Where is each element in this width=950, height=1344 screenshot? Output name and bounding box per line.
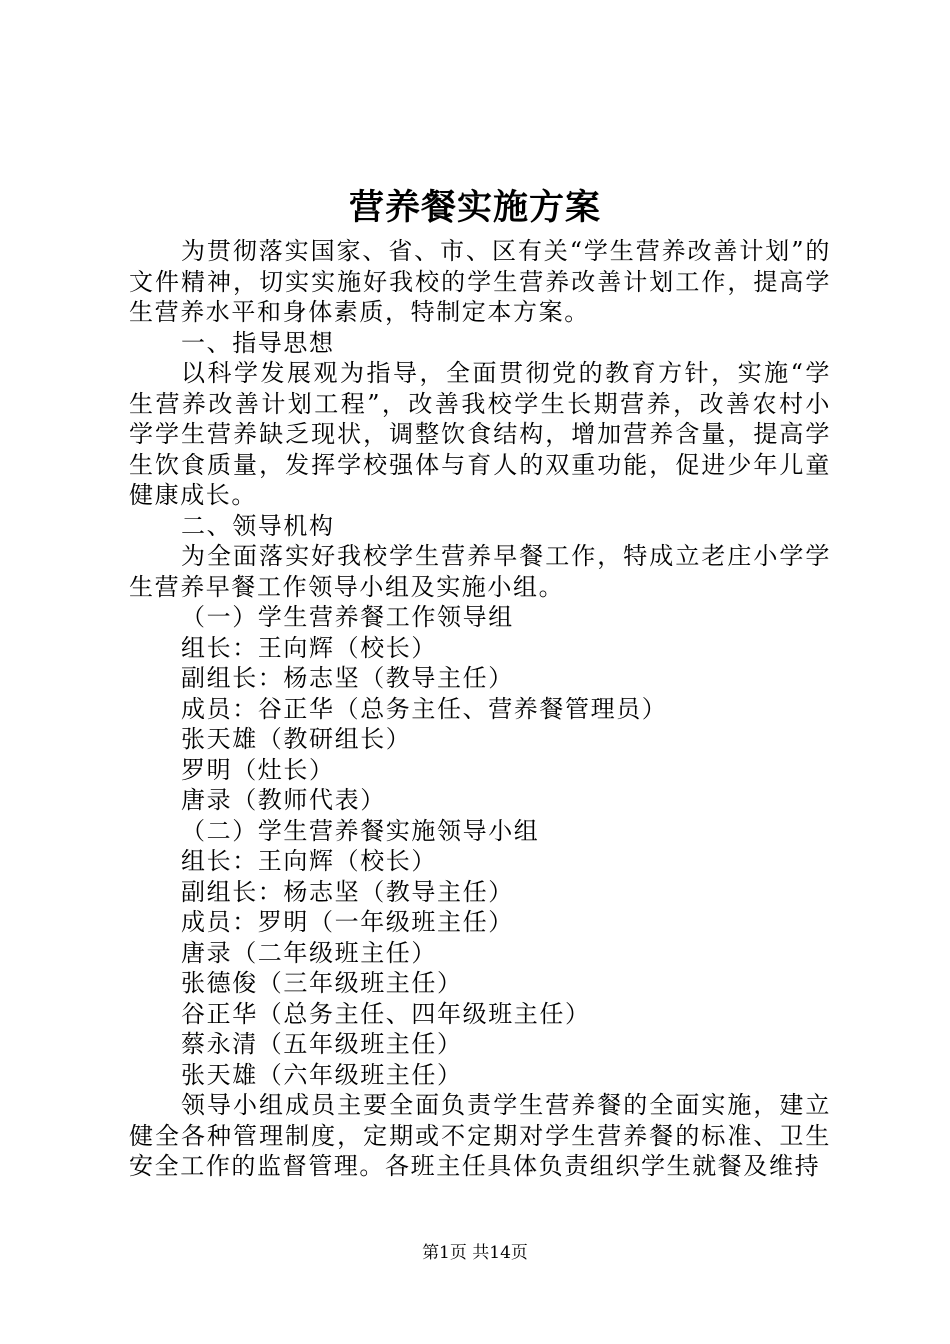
paragraph-responsibilities: 领导小组成员主要全面负责学生营养餐的全面实施，建立健全各种管理制度，定期或不定期对学生营养餐的标准、卫生安全工作的监督管理。各班主任具体负责组织学生就餐及维持 [129,1091,831,1180]
section-heading-leadership: 二、领导机构 [181,511,335,540]
document-title: 营养餐实施方案 [348,187,601,228]
list-item: 组长：王向辉（校长） [181,847,437,875]
list-item: 成员：谷正华（总务主任、营养餐管理员） [181,694,668,723]
list-item: 张天雄（教研组长） [181,725,412,753]
page-footer: 第1页 共14页 [422,1243,528,1263]
list-item: 唐录（教师代表） [181,786,386,814]
list-item: 张德俊（三年级班主任） [181,969,463,997]
document-body [129,236,831,1182]
list-item: 谷正华（总务主任、四年级班主任） [181,999,591,1028]
list-item: 唐录（二年级班主任） [181,938,437,967]
paragraph-leadership-intro: 为全面落实好我校学生营养早餐工作，特成立老庄小学学生营养早餐工作领导小组及实施小组。 [129,542,831,601]
paragraph-intro: 为贯彻落实国家、省、市、区有关“学生营养改善计划”的文件精神，切实实施好我校的学生营养改善计划工作，提高学生营养水平和身体素质，特制定本方案。 [129,237,831,326]
list-item: 副组长：杨志坚（教导主任） [181,664,514,692]
list-item: 成员：罗明（一年级班主任） [181,908,514,936]
list-item: 副组长：杨志坚（教导主任） [181,877,514,906]
subheading-work-leadership-group: （一）学生营养餐工作领导组 [181,603,514,631]
list-item: 组长：王向辉（校长） [181,633,437,662]
section-heading-guiding-ideology: 一、指导思想 [181,328,335,357]
list-item: 蔡永清（五年级班主任） [181,1030,463,1058]
list-item: 张天雄（六年级班主任） [181,1060,463,1089]
subheading-implementation-group: （二）学生营养餐实施领导小组 [181,816,540,845]
paragraph-guiding-ideology: 以科学发展观为指导，全面贯彻党的教育方针，实施“学生营养改善计划工程”，改善我校学生长期营养，改善农村小学学生营养缺乏现状，调整饮食结构，增加营养含量，提高学生饮食质量，发挥学校强体与育人的双重功能，促进少年儿童健康成长。 [129,359,831,509]
list-item: 罗明（灶长） [181,755,335,784]
